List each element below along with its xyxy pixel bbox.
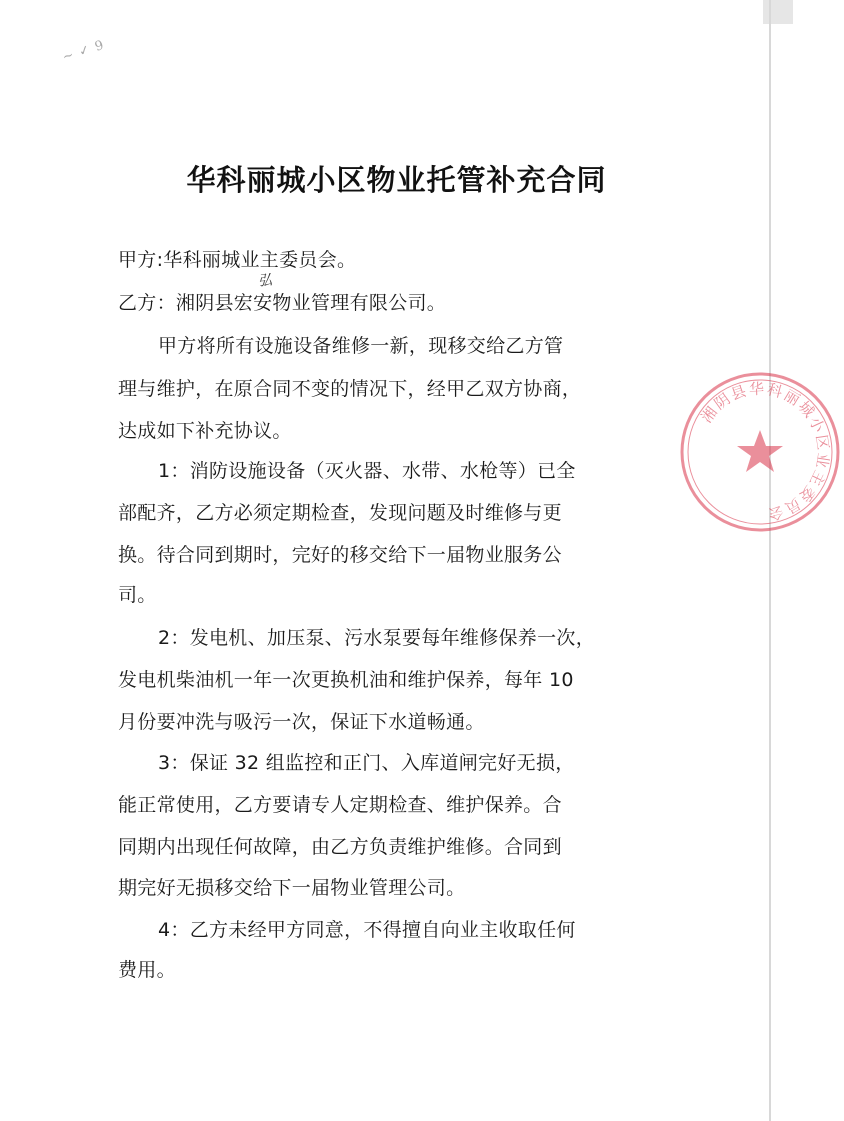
official-seal: [676, 368, 844, 536]
clause-1-line-3: 换。待合同到期时，完好的移交给下一届物业服务公: [118, 544, 562, 566]
clause-1-line-1: 1：消防设施设备（灭火器、水带、水枪等）已全: [158, 460, 576, 482]
clause-2-line-1: 2：发电机、加压泵、污水泵要每年维修保养一次，: [158, 627, 595, 649]
intro-line-2: 理与维护，在原合同不变的情况下，经甲乙双方协商，: [118, 378, 582, 400]
handwritten-correction: 弘: [257, 272, 273, 290]
clause-3-line-3: 同期内出现任何故障，由乙方负责维护维修。合同到: [118, 836, 562, 858]
corner-pencil-mark: ~ ✓ 9: [60, 37, 107, 66]
clause-1-line-4: 司。: [118, 584, 157, 606]
clause-3-line-2: 能正常使用，乙方要请专人定期检查、维护保养。合: [118, 794, 562, 816]
seal-star-icon: [737, 430, 783, 472]
clause-4-line-1: 4：乙方未经甲方同意，不得擅自向业主收取任何: [158, 919, 576, 941]
seal-text: 湘阴县华科丽城小区业主委员会: [697, 379, 833, 524]
intro-line-3: 达成如下补充协议。: [118, 420, 292, 442]
clause-3-line-1: 3：保证 32 组监控和正门、入库道闸完好无损，: [158, 752, 575, 774]
party-b-line: 乙方：湘阴县宏安物业管理有限公司。: [118, 292, 447, 314]
clause-2-line-3: 月份要冲洗与吸污一次，保证下水道畅通。: [118, 711, 485, 733]
clause-3-line-4: 期完好无损移交给下一届物业管理公司。: [118, 877, 466, 899]
clause-1-line-2: 部配齐，乙方必须定期检查，发现问题及时维修与更: [118, 502, 562, 524]
document-title: 华科丽城小区物业托管补充合同: [186, 163, 607, 197]
scan-edge-top: [763, 0, 793, 24]
intro-line-1: 甲方将所有设施设备维修一新，现移交给乙方管: [158, 335, 564, 357]
clause-4-line-2: 费用。: [118, 959, 176, 981]
clause-2-line-2: 发电机柴油机一年一次更换机油和维护保养，每年 10: [118, 669, 574, 691]
party-a-line: 甲方:华科丽城业主委员会。: [118, 249, 357, 271]
